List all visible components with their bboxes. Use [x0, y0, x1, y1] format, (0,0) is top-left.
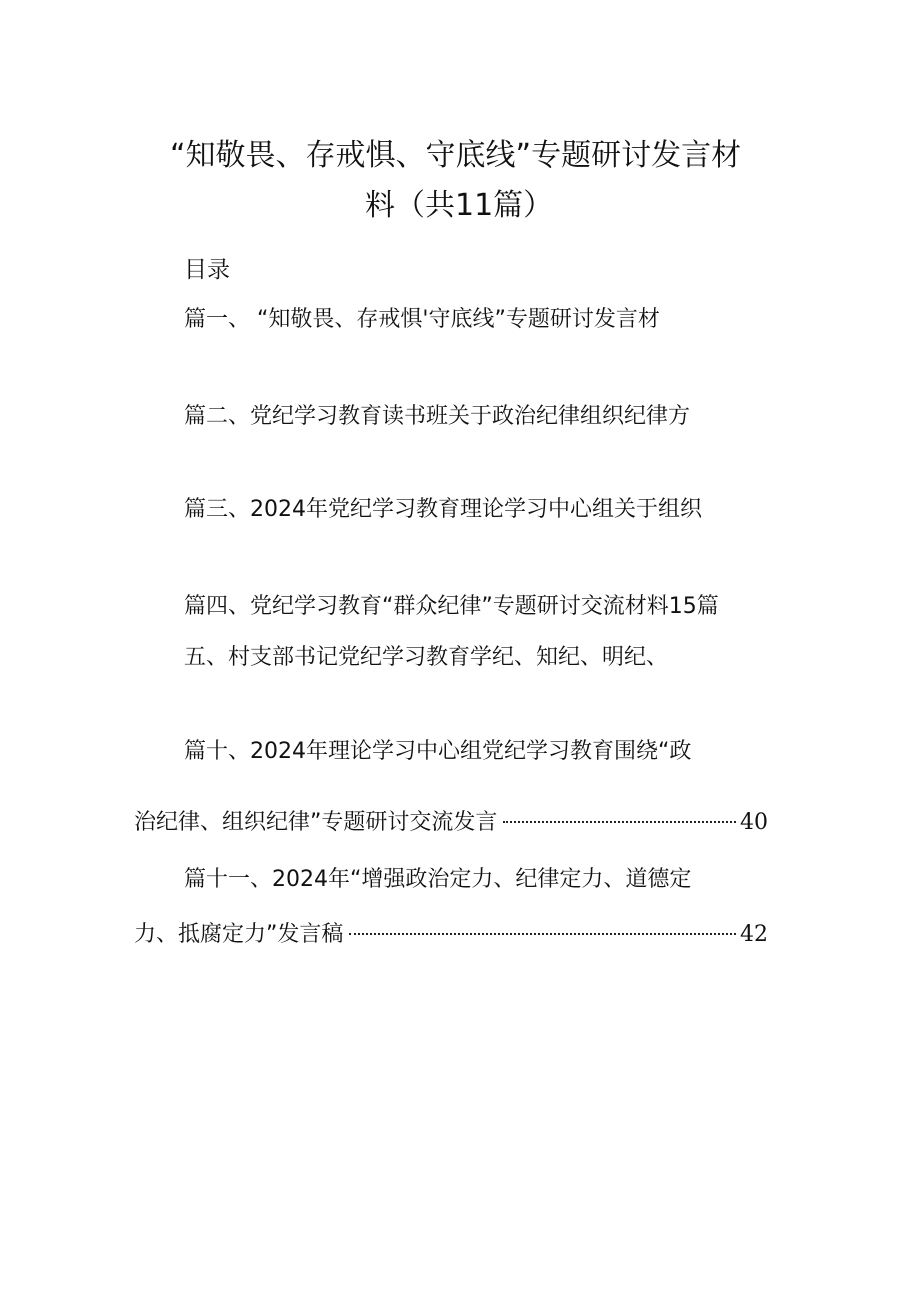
dot-leader	[349, 933, 736, 935]
toc-entry-11-title-end: 力、抵腐定力”发言稿	[134, 922, 344, 947]
toc-entry-11-page: 42	[740, 922, 768, 947]
toc-entry-11-line-1[interactable]: 篇十一、2024年“增强政治定力、纪律定力、道德定	[184, 867, 692, 892]
toc-entry-3[interactable]: 篇三、2024年党纪学习教育理论学习中心组关于组织	[184, 497, 702, 522]
toc-entry-10-line-2[interactable]	[134, 806, 768, 840]
toc-entry-10-page: 40	[740, 810, 768, 835]
toc-entry-5[interactable]: 五、村支部书记党纪学习教育学纪、知纪、明纪、	[184, 645, 669, 670]
toc-entry-2[interactable]: 篇二、党纪学习教育读书班关于政治纪律组织纪律方	[184, 404, 691, 429]
title-line-2: 料（共11篇）	[365, 188, 554, 223]
title-line-1: “知敬畏、存戒惧、守底线”专题研讨发言材	[170, 138, 742, 173]
toc-entry-1[interactable]: 篇一、 “知敬畏、存戒惧'守底线”专题研讨发言材	[184, 307, 660, 332]
toc-entry-4[interactable]: 篇四、党纪学习教育“群众纪律”专题研讨交流材料15篇	[184, 594, 719, 619]
toc-heading: 目录	[184, 257, 230, 283]
toc-entry-10-title-end: 治纪律、组织纪律”专题研讨交流发言	[134, 810, 498, 835]
dot-leader	[503, 821, 736, 823]
toc-entry-11-line-2[interactable]	[134, 918, 768, 952]
toc-entry-10-line-1[interactable]: 篇十、2024年理论学习中心组党纪学习教育围绕“政	[184, 739, 692, 764]
